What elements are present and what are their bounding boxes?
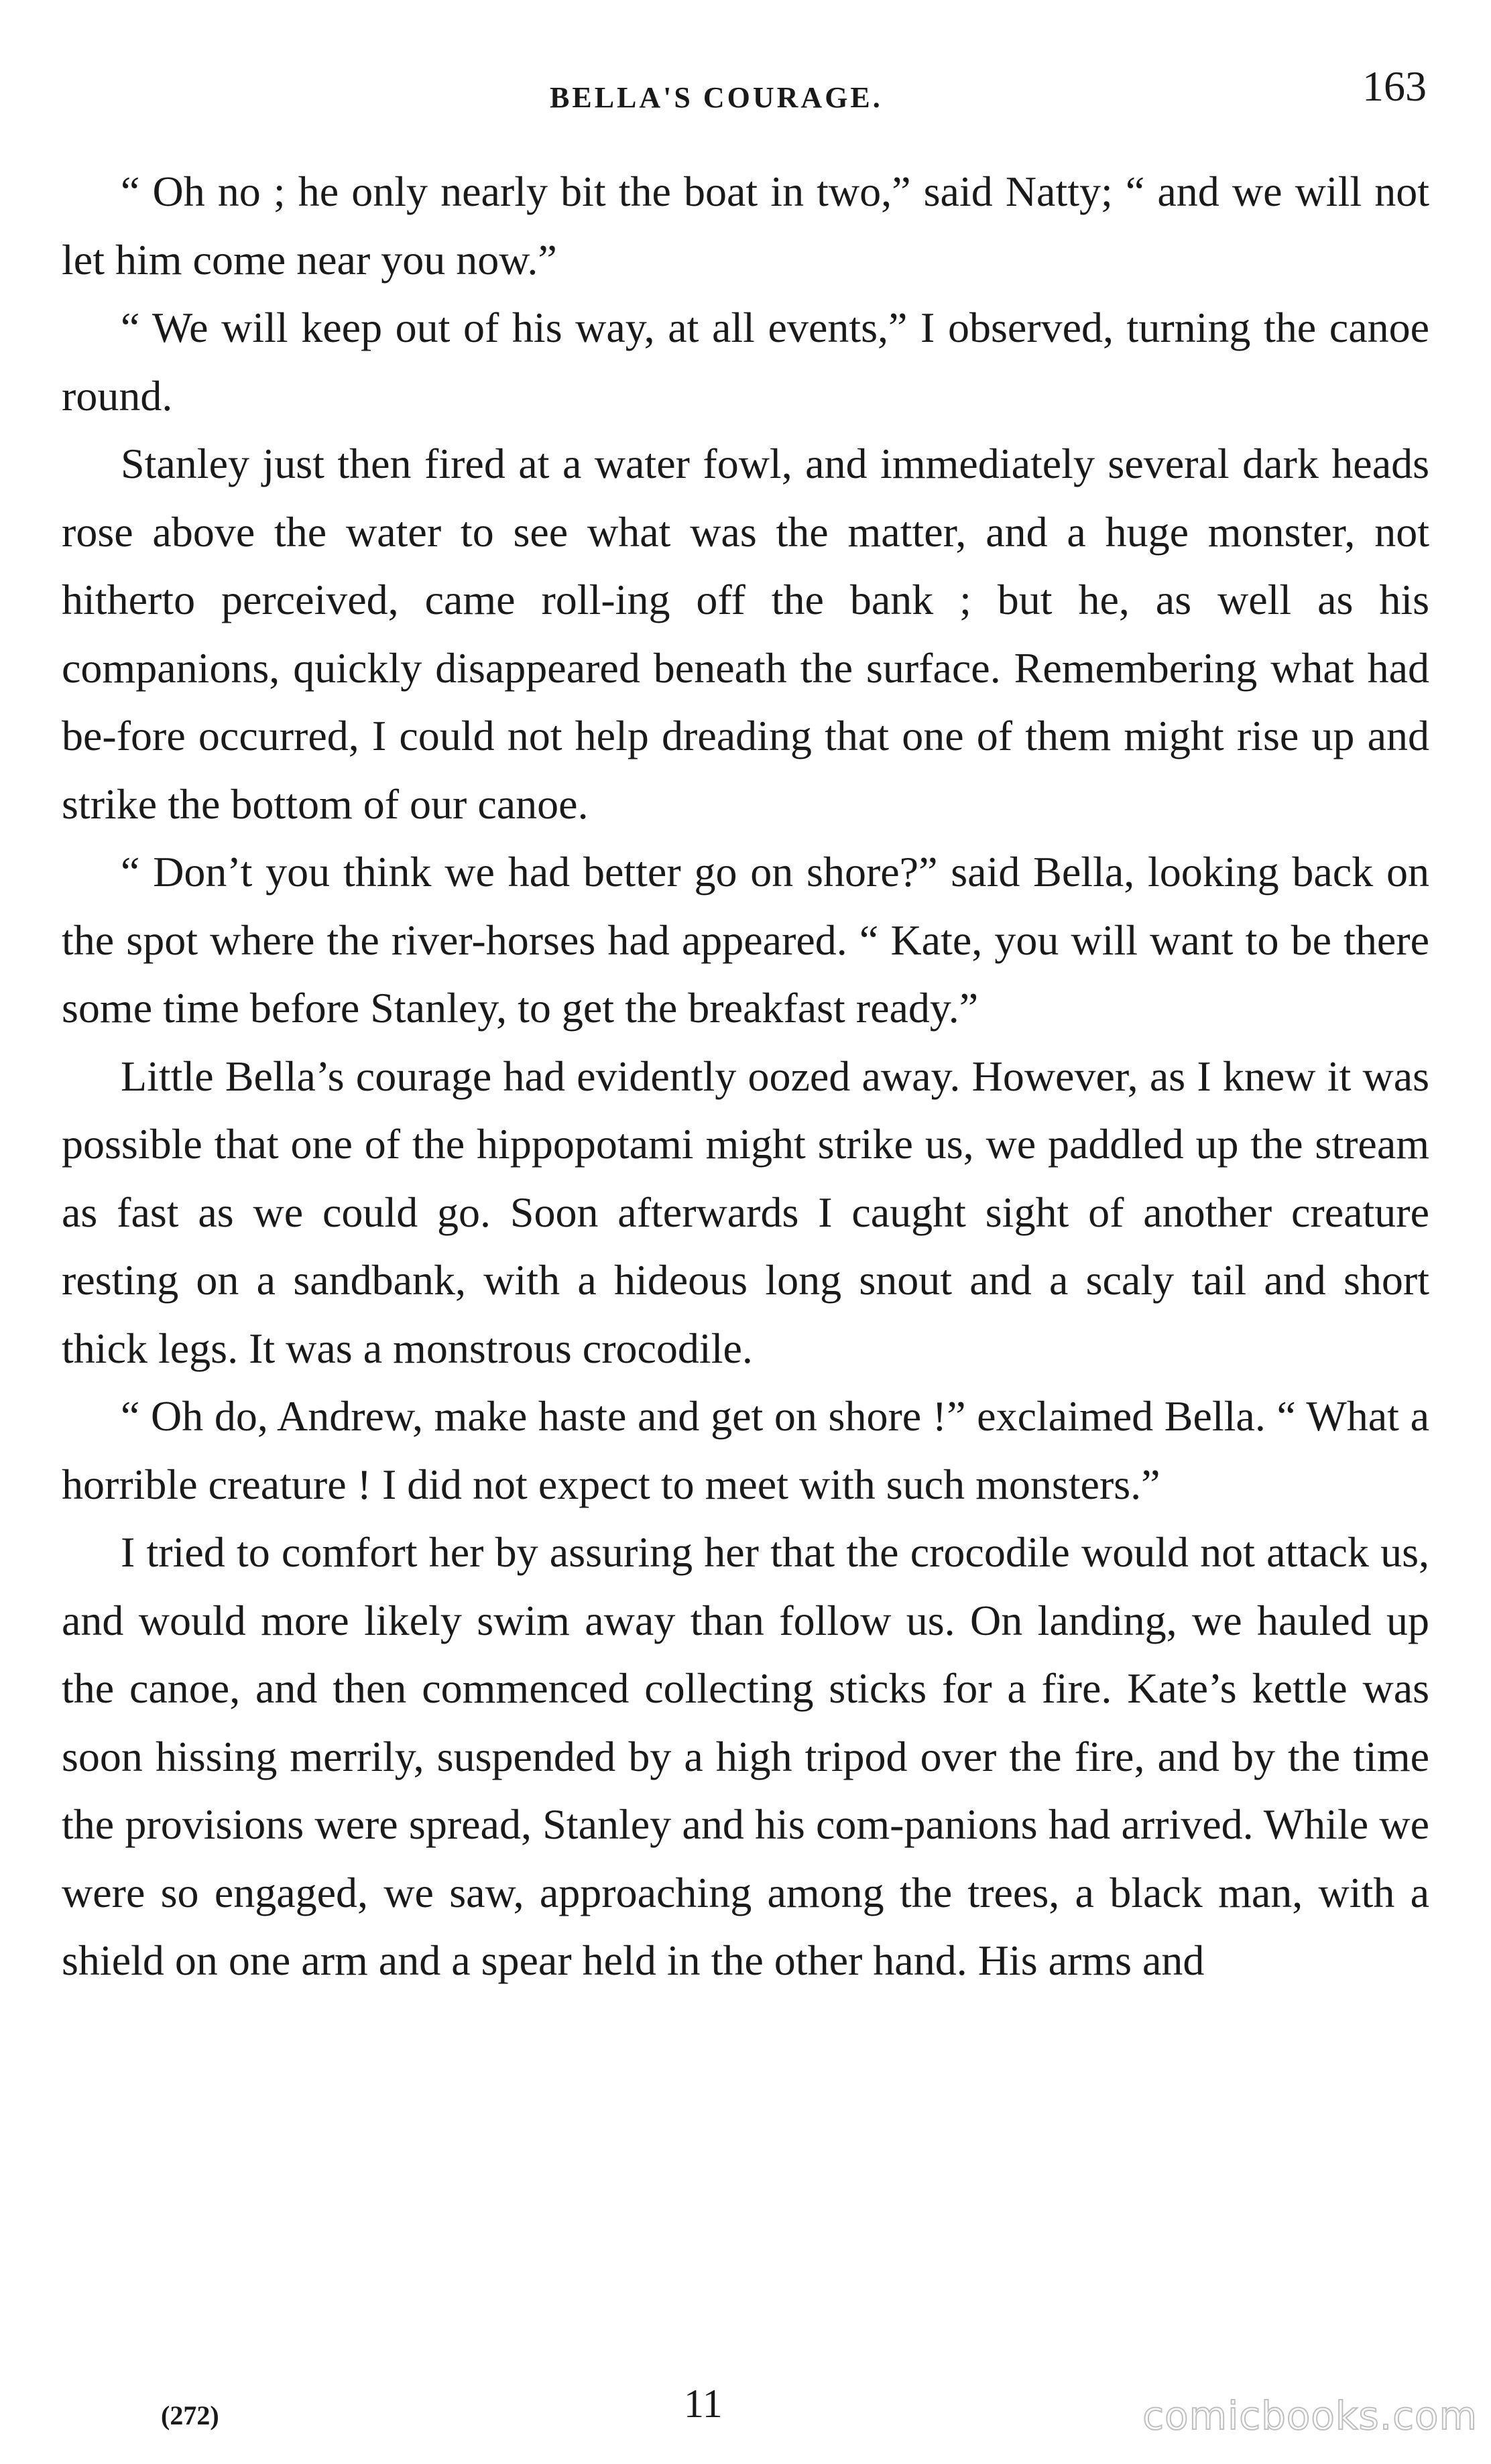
- paragraph-1: “ Oh no ; he only nearly bit the boat in two,” said Natty; “ and we will not let him come near you now.”: [62, 168, 1429, 284]
- signature-mark: (272): [161, 2400, 219, 2430]
- gathering-number: 11: [684, 2382, 723, 2426]
- body-text: [62, 158, 1429, 1995]
- running-title: BELLA'S COURAGE.: [550, 81, 883, 114]
- page-footer: [0, 2373, 1491, 2447]
- paragraph-2: “ We will keep out of his way, at all events,” I observed, turning the canoe round.: [62, 304, 1429, 420]
- paragraph-4: “ Don’t you think we had better go on shore?” said Bella, looking back on the spot where the river-horses had appeared. “ Kate, you will want to be there some time before Stanley, to get the breakfast ready.”: [62, 848, 1429, 1032]
- paragraph-3: Stanley just then fired at a water fowl, and immediately several dark heads rose above the water to see what was the matter, and a huge monster, not hitherto perceived, came roll-ing off the bank ; but he, as well as his companions, quickly disappeared beneath the surface. Remembering what had be-fore occurred, I could not help dreading that one of them might rise up and strike the bottom of our canoe.: [62, 440, 1429, 828]
- running-head: [0, 62, 1491, 122]
- paragraph-6: “ Oh do, Andrew, make haste and get on shore !” exclaimed Bella. “ What a horrible creature ! I did not expect to meet with such monsters.”: [62, 1392, 1429, 1508]
- paragraph-7: I tried to comfort her by assuring her that the crocodile would not attack us, and would more likely swim away than follow us. On landing, we hauled up the canoe, and then commenced collecting sticks for a fire. Kate’s kettle was soon hissing merrily, suspended by a high tripod over the fire, and by the time the provisions were spread, Stanley and his com-panions had arrived. While we were so engaged, we saw, approaching among the trees, a black man, with a shield on one arm and a spear held in the other hand. His arms and: [62, 1528, 1429, 1984]
- page-number: 163: [1362, 62, 1427, 110]
- watermark: comicbooks.com: [1142, 2393, 1478, 2439]
- paragraph-5: Little Bella’s courage had evidently oozed away. However, as I knew it was possible that one of the hippopotami might strike us, we paddled up the stream as fast as we could go. Soon afterwards I caught sight of another creature resting on a sandbank, with a hideous long snout and a scaly tail and short thick legs. It was a monstrous crocodile.: [62, 1052, 1429, 1372]
